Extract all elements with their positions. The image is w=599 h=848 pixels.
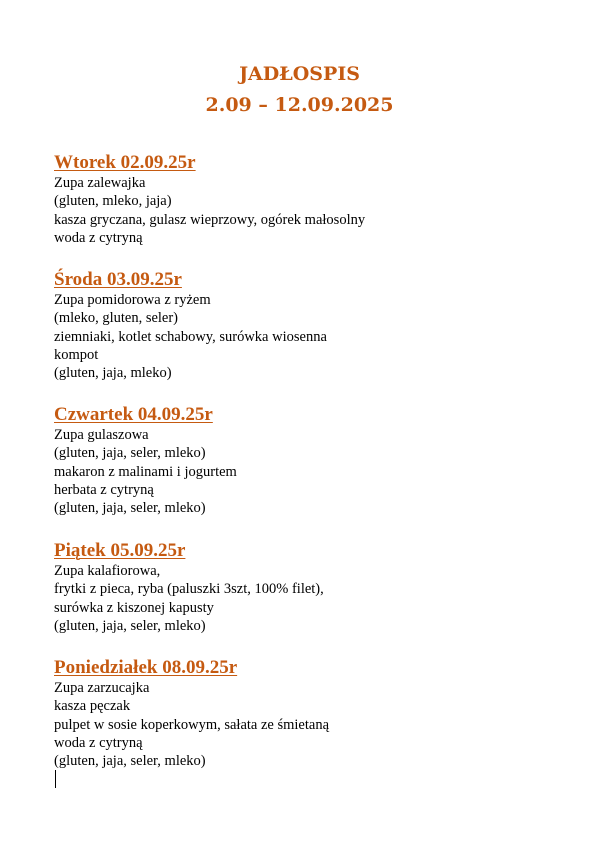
menu-line: Zupa gulaszowa: [54, 427, 149, 443]
text-cursor[interactable]: [55, 770, 56, 788]
menu-line: pulpet w sosie koperkowym, sałata ze śmietaną: [54, 716, 330, 733]
menu-line: Zupa kalafiorowa,: [54, 563, 161, 579]
day-title: Środa 03.09.25r: [54, 269, 182, 290]
day-section-czwartek: [54, 404, 554, 517]
day-title: Czwartek 04.09.25r: [54, 404, 213, 425]
menu-line: Zupa zarzucajka: [54, 680, 150, 696]
menu-line: kasza pęczak: [54, 698, 131, 715]
allergens-line: (mleko, gluten, seler): [54, 310, 179, 327]
menu-line: woda z cytryną: [54, 229, 143, 246]
day-title: Poniedziałek 08.09.25r: [54, 657, 238, 678]
menu-line: woda z cytryną: [54, 734, 143, 751]
day-section-poniedzialek: [54, 657, 554, 770]
allergens-line: (gluten, jaja, seler, mleko): [54, 500, 206, 517]
menu-date-range: 2.09 – 12.09.2025: [205, 94, 394, 116]
menu-line: makaron z malinami i jogurtem: [54, 463, 237, 480]
menu-line: Zupa pomidorowa z ryżem: [54, 292, 211, 308]
day-title: Wtorek 02.09.25r: [54, 152, 196, 173]
day-section-wtorek: [54, 152, 554, 247]
allergens-line: (gluten, jaja, seler, mleko): [54, 617, 206, 634]
day-section-sroda: [54, 269, 554, 382]
allergens-line: (gluten, mleko, jaja): [54, 193, 172, 210]
day-section-piatek: [54, 540, 554, 635]
allergens-line: (gluten, jaja, seler, mleko): [54, 445, 206, 462]
allergens-line: (gluten, jaja, seler, mleko): [54, 753, 206, 770]
menu-line: kompot: [54, 346, 99, 363]
menu-line: Zupa zalewajka: [54, 175, 146, 191]
menu-line: frytki z pieca, ryba (paluszki 3szt, 100% filet),: [54, 581, 324, 598]
menu-line: surówka z kiszonej kapusty: [54, 599, 214, 616]
menu-line: ziemniaki, kotlet schabowy, surówka wiosenna: [54, 328, 327, 345]
menu-line: herbata z cytryną: [54, 481, 154, 498]
allergens-line: (gluten, jaja, mleko): [54, 365, 172, 382]
day-title: Piątek 05.09.25r: [54, 540, 186, 561]
menu-line: kasza gryczana, gulasz wieprzowy, ogórek małosolny: [54, 211, 366, 228]
menu-title: JADŁOSPIS: [239, 63, 360, 85]
